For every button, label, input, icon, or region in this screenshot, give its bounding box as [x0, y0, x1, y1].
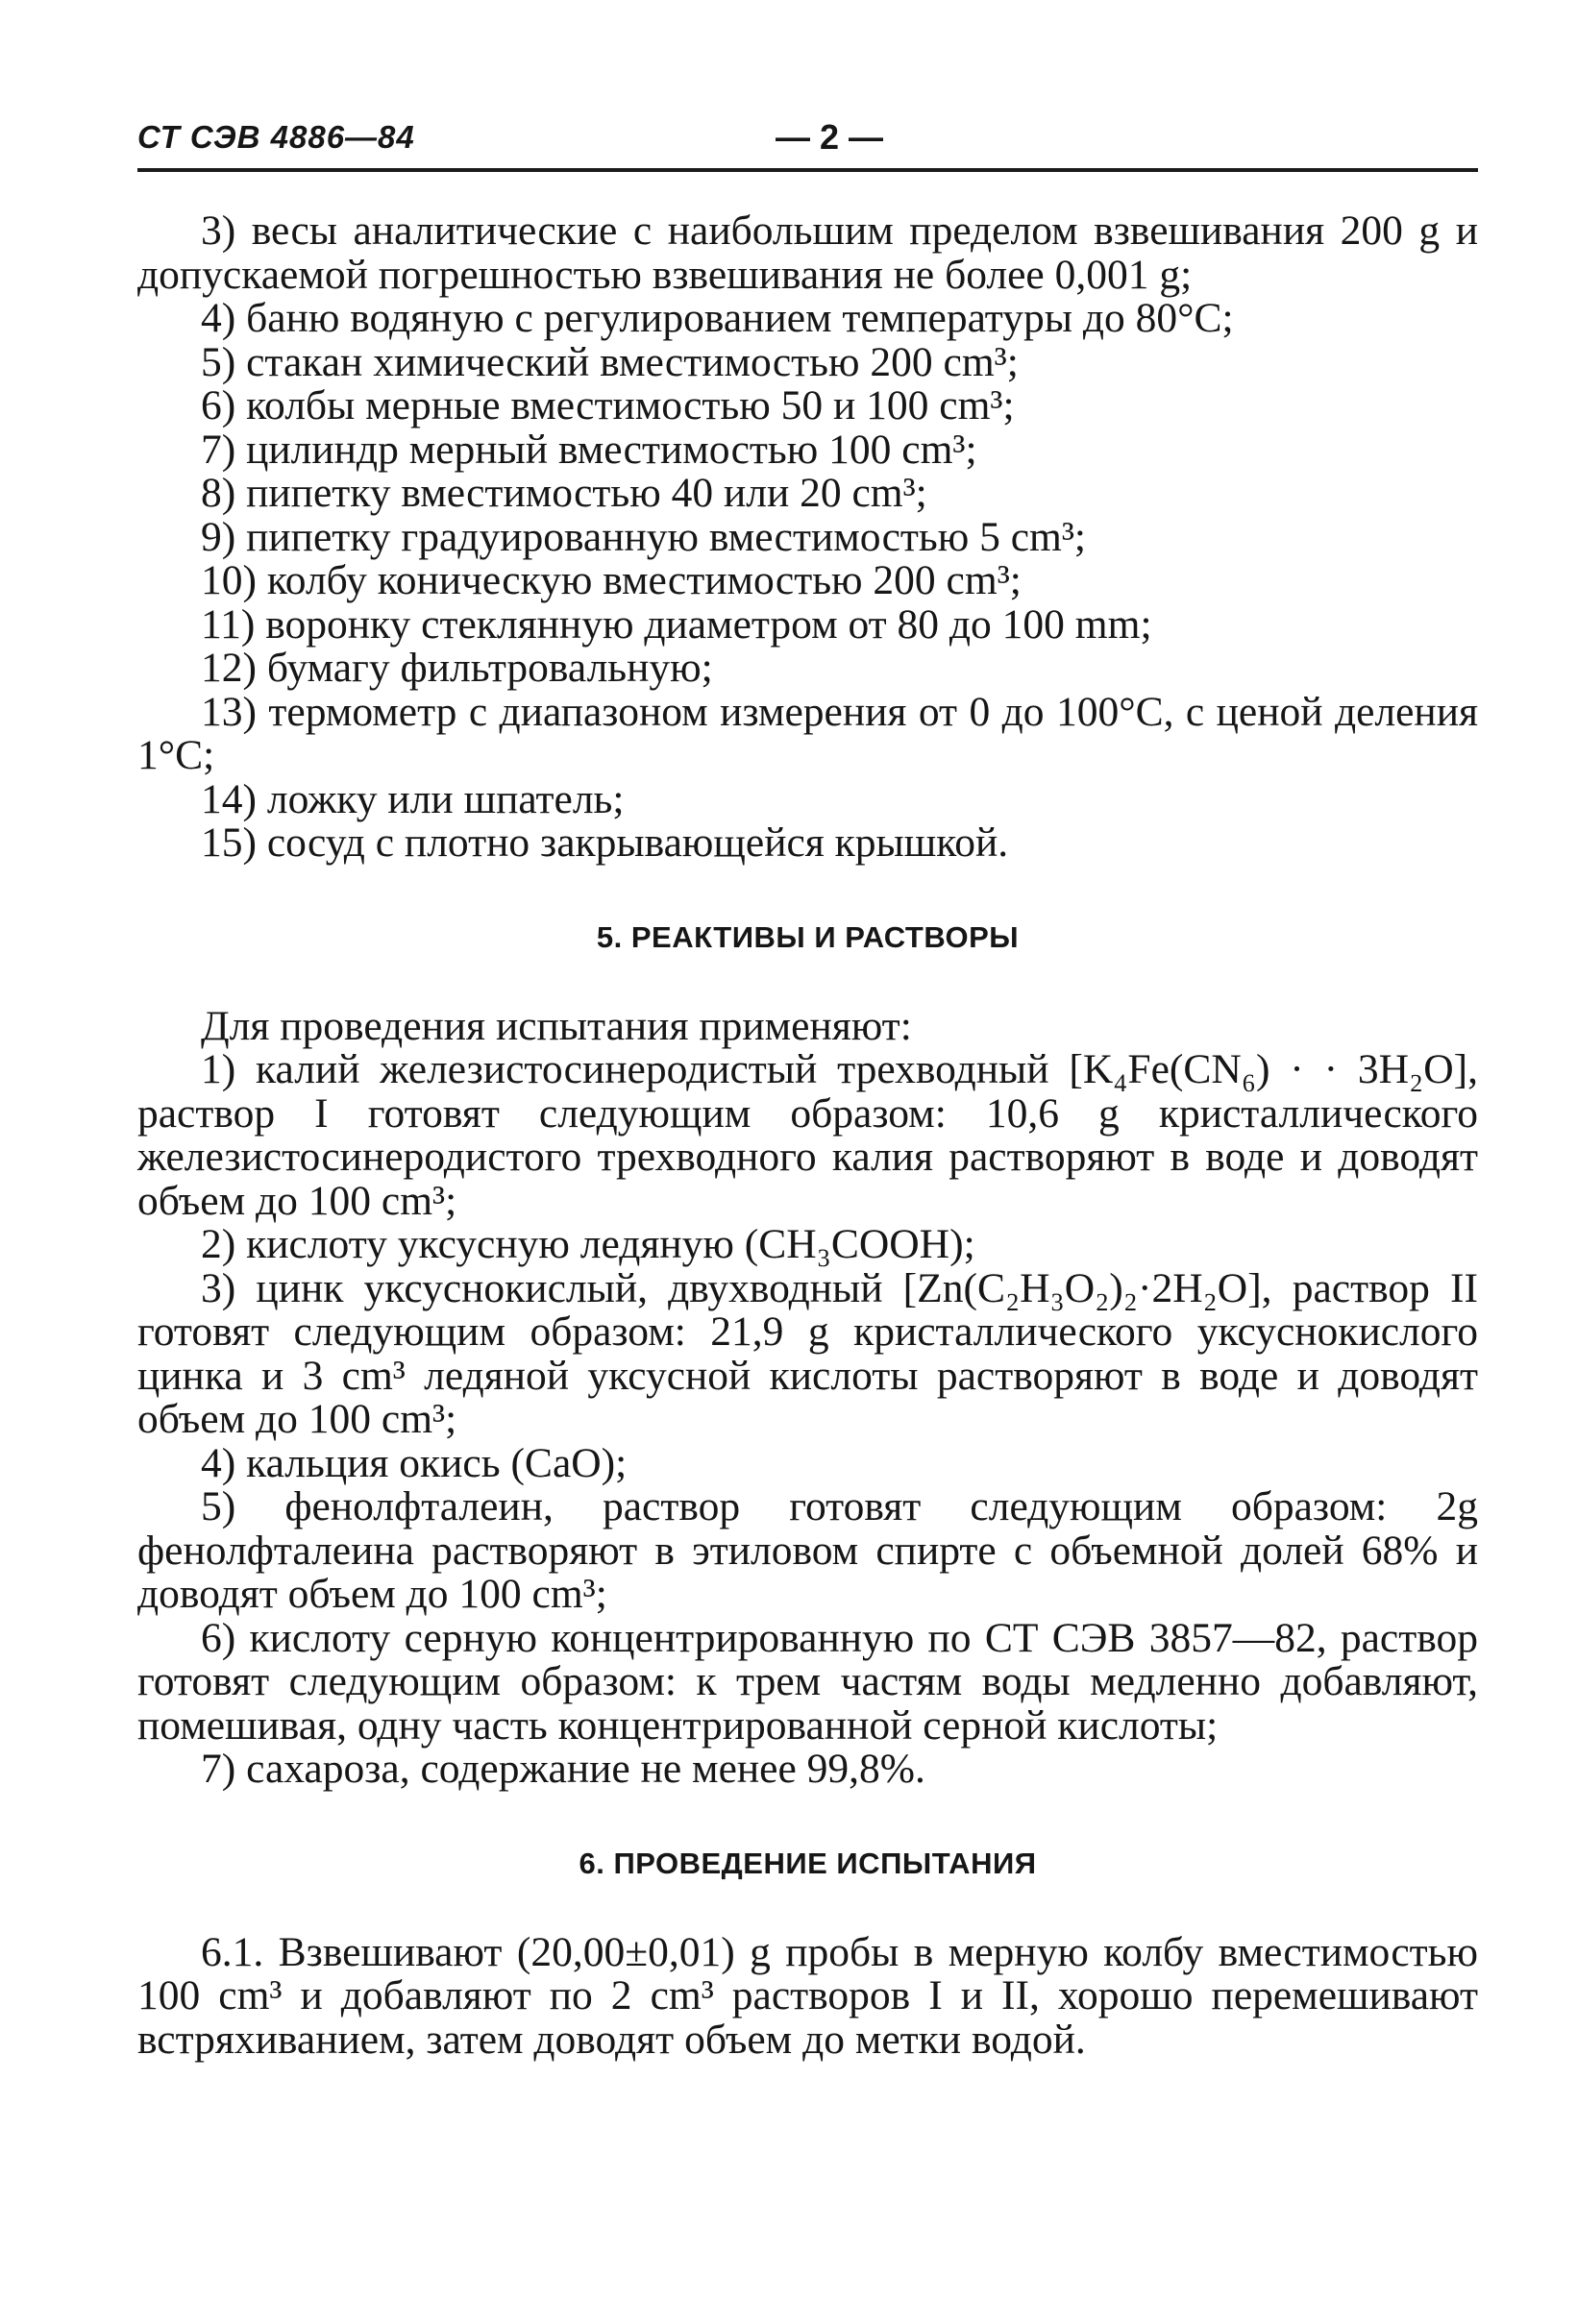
reagent-item-4: 4) кальция окись (CaO);: [201, 1439, 628, 1486]
equipment-item-9: 9) пипетку градуированную вместимостью 5 cm³;: [201, 513, 1087, 560]
reagent-item-2: 2) кислоту уксусную ледяную (CH₃COOH);: [201, 1221, 975, 1267]
equipment-item-15: 15) сосуд с плотно закрывающейся крышкой.: [201, 820, 1009, 866]
reagent-item-3: 3) цинк уксуснокислый, двухводный [Zn(C₂H₃O₂)₂·2H₂O], раствор II готовят следующим образом: 21,9 g кристаллического уксуснокислого цинка и 3 cm³ ледяной уксусной кислоты растворяют в воде и доводят объем до 100 cm³;: [137, 1264, 1478, 1442]
reagent-item-1: 1) калий железистосинеродистый трехводный [K₄Fe(CN₆) · · 3H₂O], раствор I готовят следующим образом: 10,6 g кристаллического железистосинеродистого трехводного калия растворяют в воде и доводят объем до 100 cm³;: [137, 1046, 1478, 1224]
equipment-item-11: 11) воронку стеклянную диаметром от 80 до 100 mm;: [201, 600, 1152, 648]
equipment-item-7: 7) цилиндр мерный вместимостью 100 cm³;: [201, 426, 977, 473]
header-divider: [137, 168, 1478, 172]
page-header: [137, 113, 1478, 161]
reagent-item-5: 5) фенолфталеин, раствор готовят следующим образом: 2g фенолфталеина растворяют в этиловом спирте с объемной долей 68% и доводят объем до 100 cm³;: [137, 1483, 1478, 1617]
equipment-item-6: 6) колбы мерные вместимостью 50 и 100 cm³;: [201, 382, 1015, 428]
section-6-heading: 6. ПРОВЕДЕНИЕ ИСПЫТАНИЯ: [579, 1846, 1037, 1880]
section-5-intro: Для проведения испытания применяют:: [201, 1002, 912, 1049]
equipment-item-14: 14) ложку или шпатель;: [201, 775, 625, 822]
equipment-item-3: 3) весы аналитические с наибольшим пределом взвешивания 200 g и допускаемой погрешностью взвешивания не более 0,001 g;: [137, 208, 1478, 298]
equipment-item-10: 10) колбу коническую вместимостью 200 cm³;: [201, 557, 1022, 603]
equipment-item-5: 5) стакан химический вместимостью 200 cm³;: [201, 338, 1019, 385]
equipment-item-8: 8) пипетку вместимостью 40 или 20 cm³;: [201, 470, 927, 516]
document-code: СТ СЭВ 4886—84: [137, 119, 415, 155]
page-body: [137, 209, 1478, 2062]
reagent-item-6: 6) кислоту серную концентрированную по СТ СЭВ 3857—82, раствор готовят следующим образом: к трем частям воды медленно добавляют, помешивая, одну часть концентрированной серной кислоты;: [137, 1614, 1478, 1749]
equipment-item-12: 12) бумагу фильтровальную;: [201, 645, 713, 691]
reagent-item-7: 7) сахароза, содержание не менее 99,8%.: [201, 1746, 925, 1792]
section-5-heading: 5. РЕАКТИВЫ И РАСТВОРЫ: [596, 919, 1020, 954]
paragraph-6-1: 6.1. Взвешивают (20,00±0,01) g пробы в мерную колбу вместимостью 100 cm³ и добавляют по 2 cm³ растворов I и II, хорошо перемешивают встряхиванием, затем доводят объем до метки водой.: [137, 1928, 1478, 2063]
equipment-item-13: 13) термометр с диапазоном измерения от 0 до 100°C, с ценой деления 1°C;: [137, 688, 1478, 778]
equipment-item-4: 4) баню водяную с регулированием температуры до 80°C;: [201, 295, 1234, 341]
page-number: — 2 —: [775, 117, 884, 157]
